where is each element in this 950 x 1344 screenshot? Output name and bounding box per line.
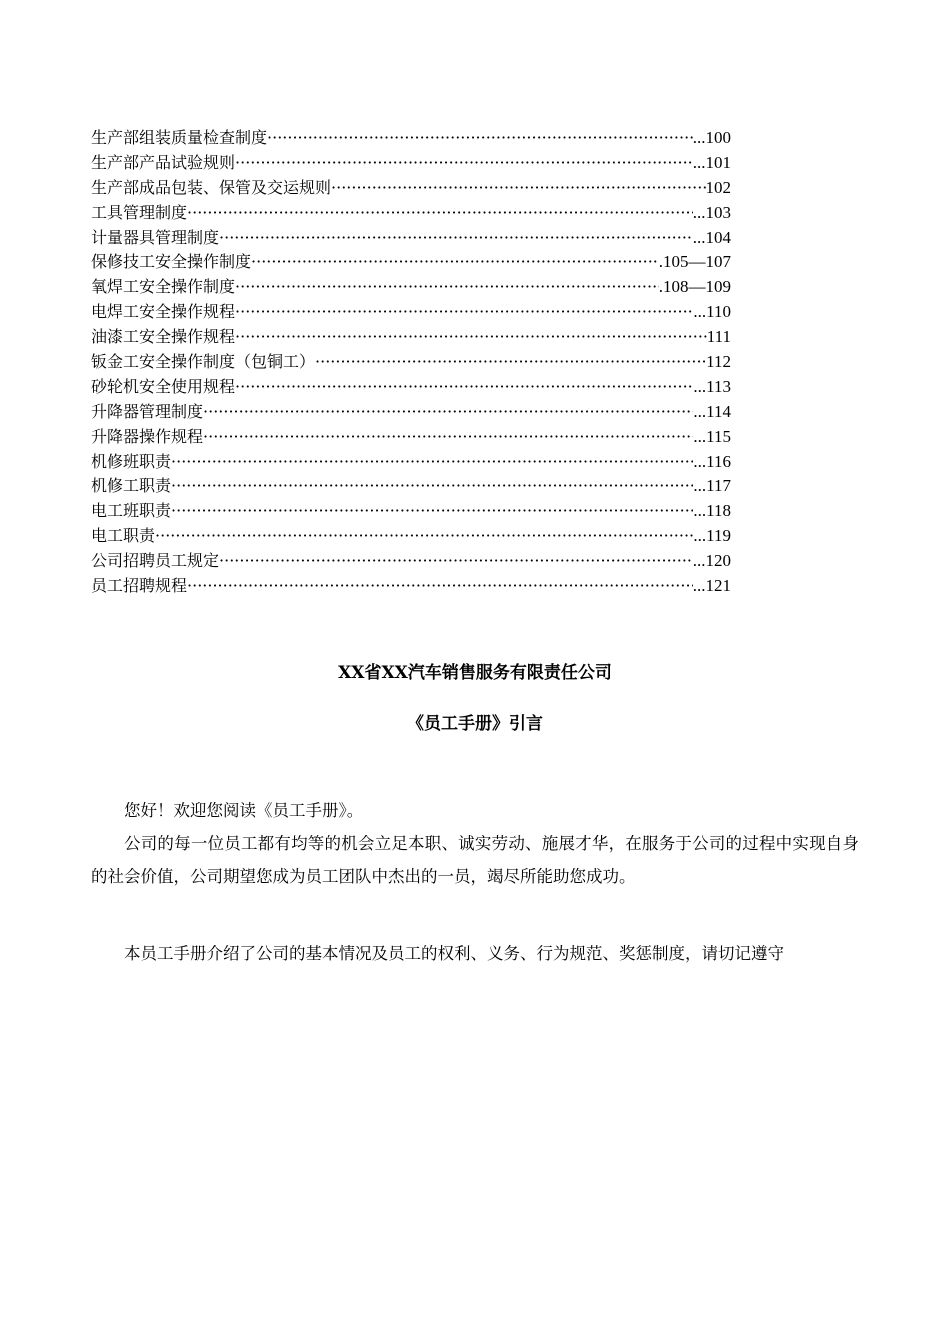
toc-entry	[91, 524, 731, 549]
toc-entry-title: 电焊工安全操作规程	[91, 302, 236, 322]
toc-entry-title: 砂轮机安全使用规程	[91, 376, 236, 396]
toc-entry	[91, 574, 731, 599]
handbook-description-paragraph: 本员工手册介绍了公司的基本情况及员工的权利、义务、行为规范、奖惩制度，请切记遵守	[124, 944, 784, 963]
toc-entry-title: 保修技工安全操作制度	[91, 252, 252, 272]
table-of-contents	[91, 126, 731, 599]
toc-leader-dots	[235, 300, 693, 325]
toc-entry	[91, 474, 731, 499]
toc-leader-dots	[219, 549, 693, 574]
toc-entry	[91, 275, 731, 300]
toc-entry	[91, 300, 731, 325]
toc-entry-title: 工具管理制度	[91, 202, 188, 222]
toc-entry-page: ...115	[693, 426, 731, 446]
toc-entry-page: 102	[705, 177, 731, 197]
toc-entry	[91, 549, 731, 574]
toc-leader-dots	[315, 350, 706, 375]
toc-entry-page: ...100	[692, 128, 731, 147]
toc-leader-dots	[187, 201, 693, 226]
toc-entry-title: 机修班职责	[91, 451, 172, 471]
toc-leader-dots	[251, 250, 659, 275]
toc-entry-page: ...117	[693, 476, 731, 496]
toc-leader-dots	[203, 400, 693, 425]
toc-entry-title: 生产部组装质量检查制度	[91, 128, 268, 147]
greeting-paragraph: 您好！欢迎您阅读《员工手册》。	[124, 801, 364, 820]
toc-leader-dots	[235, 375, 693, 400]
toc-entry-title: 计量器具管理制度	[91, 227, 220, 247]
toc-entry-title: 员工招聘规程	[91, 576, 188, 596]
toc-entry	[91, 176, 731, 201]
toc-entry-title: 机修工职责	[91, 476, 172, 496]
toc-entry-title: 电工班职责	[91, 501, 172, 521]
toc-leader-dots	[267, 126, 693, 151]
toc-leader-dots	[155, 524, 693, 549]
toc-entry	[91, 425, 731, 450]
toc-entry-page: ...110	[693, 302, 731, 322]
toc-entry	[91, 350, 731, 375]
toc-entry-title: 油漆工安全操作规程	[91, 327, 236, 347]
toc-entry-title: 氧焊工安全操作制度	[91, 277, 236, 297]
toc-entry-page: ...104	[692, 227, 731, 247]
toc-entry-title: 升降器操作规程	[91, 426, 204, 446]
toc-entry	[91, 400, 731, 425]
toc-entry-title: 生产部产品试验规则	[91, 152, 236, 172]
toc-leader-dots	[203, 425, 693, 450]
toc-entry-page: ...121	[692, 576, 731, 596]
company-name-heading: XX省XX汽车销售服务有限责任公司	[338, 663, 612, 683]
toc-entry-page: ...103	[692, 202, 731, 222]
toc-leader-dots	[235, 325, 707, 350]
toc-leader-dots	[171, 450, 693, 475]
toc-entry-page: 112	[706, 352, 731, 372]
toc-entry	[91, 450, 731, 475]
toc-entry	[91, 226, 731, 251]
intro-paragraph: 公司的每一位员工都有均等的机会立足本职、诚实劳动、施展才华，在服务于公司的过程中实现自身的社会价值，公司期望您成为员工团队中杰出的一员，竭尽所能助您成功。	[91, 834, 859, 886]
toc-entry-page: .105—107	[658, 252, 731, 272]
toc-entry-page: ...114	[693, 401, 731, 421]
handbook-intro-heading: 《员工手册》引言	[407, 714, 543, 734]
toc-entry-page: ...116	[693, 451, 731, 471]
toc-entry	[91, 201, 731, 226]
toc-leader-dots	[187, 574, 693, 599]
toc-entry	[91, 250, 731, 275]
toc-entry-title: 钣金工安全操作制度（包铜工）	[91, 352, 316, 372]
toc-leader-dots	[235, 275, 659, 300]
toc-entry-title: 电工职责	[91, 526, 156, 546]
toc-entry-page: .108—109	[658, 277, 731, 297]
toc-entry	[91, 151, 731, 176]
toc-leader-dots	[331, 176, 705, 201]
toc-entry-page: ...119	[693, 526, 731, 546]
toc-leader-dots	[171, 499, 693, 524]
toc-entry	[91, 325, 731, 350]
toc-entry-page: ...118	[693, 501, 731, 521]
toc-entry-page: ...101	[692, 152, 731, 172]
toc-entry	[91, 499, 731, 524]
toc-leader-dots	[171, 474, 693, 499]
toc-entry-page: 111	[706, 327, 731, 347]
toc-entry-title: 公司招聘员工规定	[91, 551, 220, 571]
toc-entry-title: 生产部成品包装、保管及交运规则	[91, 177, 332, 197]
toc-entry-title: 升降器管理制度	[91, 401, 204, 421]
toc-entry-page: ...120	[692, 551, 731, 571]
toc-leader-dots	[235, 151, 693, 176]
toc-entry-page: ...113	[693, 376, 731, 396]
toc-entry	[91, 126, 731, 151]
toc-leader-dots	[219, 226, 693, 251]
toc-entry	[91, 375, 731, 400]
